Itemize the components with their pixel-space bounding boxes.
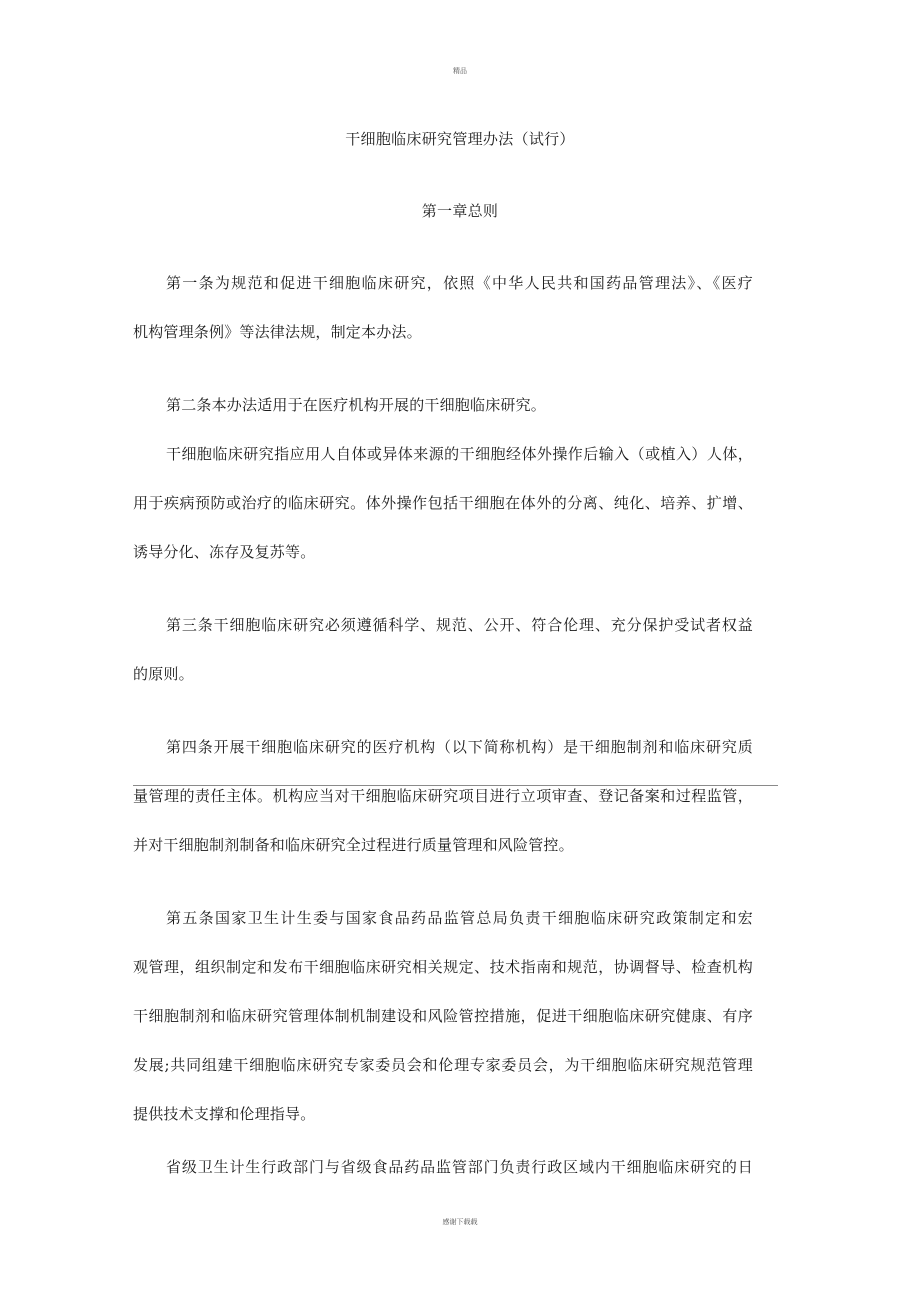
footer-watermark: 感谢下载载 [442,1218,478,1226]
article-1-line-2: 机构管理条例》等法律法规，制定本办法。 [133,323,422,341]
article-1-line-1: 第一条为规范和促进干细胞临床研究，依照《中华人民共和国药品管理法》、《医疗 [166,274,753,292]
article-3-line-2: 的原则。 [133,665,194,683]
article-4-line-1: 第四条开展干细胞临床研究的医疗机构（以下简称机构）是干细胞制剂和临床研究质 [166,738,753,756]
article-2-line-1: 第二条本办法适用于在医疗机构开展的干细胞临床研究。 [166,396,547,414]
article-4-line-3: 并对干细胞制剂制备和临床研究全过程进行质量管理和风险管控。 [133,836,574,854]
article-2-para-line-2: 用于疾病预防或治疗的临床研究。体外操作包括干细胞在体外的分离、纯化、培养、扩增、 [133,494,753,512]
article-5-line-3: 干细胞制剂和临床研究管理体制机制建设和风险管控措施，促进干细胞临床研究健康、有序 [133,1007,753,1025]
article-4-line-2: 量管理的责任主体。机构应当对干细胞临床研究项目进行立项审查、登记备案和过程监管， [133,787,753,805]
article-5-line-1: 第五条国家卫生计生委与国家食品药品监管总局负责干细胞临床研究政策制定和宏 [166,909,753,927]
article-5-line-4: 发展;共同组建干细胞临床研究专家委员会和伦理专家委员会，为干细胞临床研究规范管理 [133,1056,753,1074]
article-3-line-1: 第三条干细胞临床研究必须遵循科学、规范、公开、符合伦理、充分保护受试者权益 [166,616,753,634]
article-2-para-line-3: 诱导分化、冻存及复苏等。 [133,543,316,561]
chapter-heading: 第一章总则 [421,202,499,220]
article-2-para-line-1: 干细胞临床研究指应用人自体或异体来源的干细胞经体外操作后输入（或植入）人体， [166,445,753,463]
article-5-line-5: 提供技术支撑和伦理指导。 [133,1105,316,1123]
article-5-line-2: 观管理，组织制定和发布干细胞临床研究相关规定、技术指南和规范，协调督导、检查机构 [133,958,753,976]
document-title: 干细胞临床研究管理办法（试行） [345,130,575,148]
provincial-para-line-1: 省级卫生计生行政部门与省级食品药品监管部门负责行政区域内干细胞临床研究的日 [166,1158,753,1176]
header-watermark: 精品 [453,67,467,75]
